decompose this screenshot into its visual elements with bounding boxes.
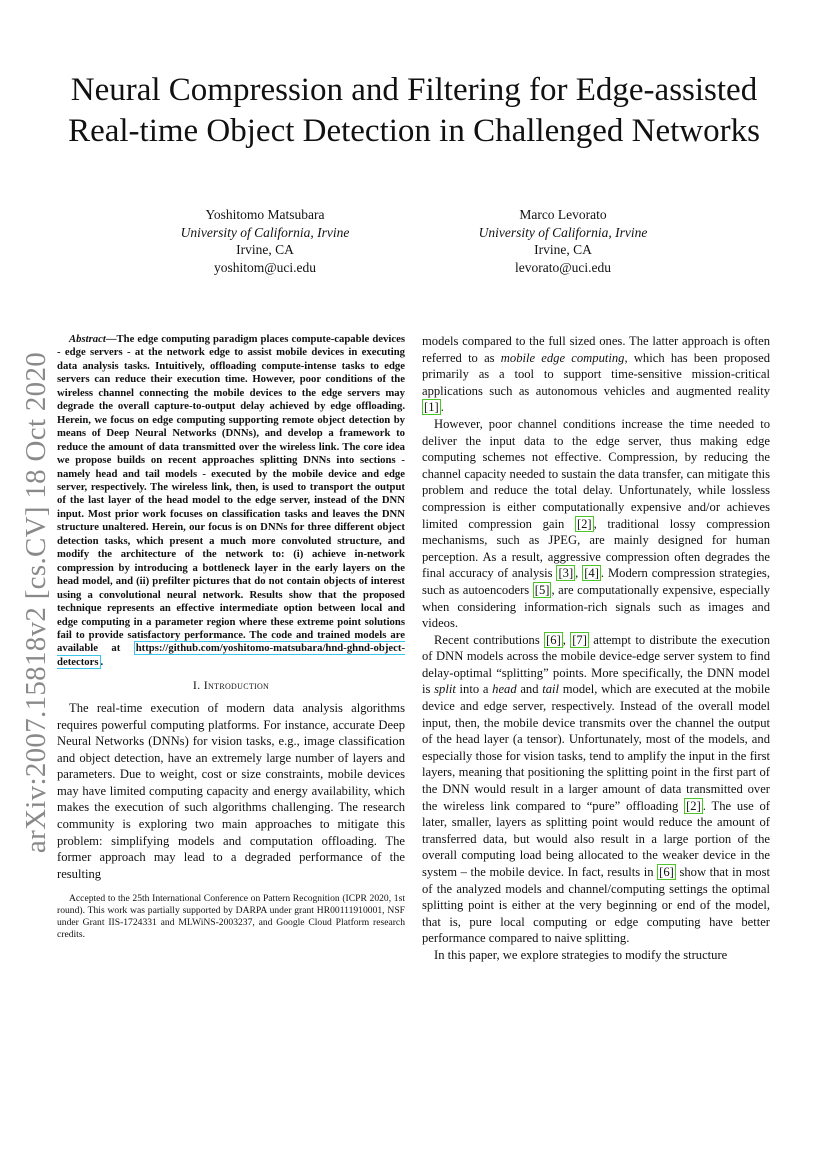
abstract: [57, 333, 405, 669]
emphasis: tail: [542, 682, 560, 697]
author-email: yoshitom@uci.edu: [213, 259, 317, 275]
emphasis: mobile edge computing: [500, 350, 625, 365]
section-title: Introduction: [203, 678, 270, 693]
text-run: . Modern compression strategies, such as autoencoders: [422, 566, 770, 597]
citation-link[interactable]: [7]: [572, 632, 587, 647]
text-run: into a: [455, 682, 493, 697]
footnote: Accepted to the 25th International Conference on Pattern Recognition (ICPR 2020, 1st round). This work was partially supported by DARPA under grant HR00111910001, NSF under Grant IIS-1724331 and MLWiNS-2003237, and Google Cloud Platform research credits.: [57, 893, 405, 941]
text-run: , are computationally expensive, especially when considering information-rich signals such as images and videos.: [422, 582, 770, 631]
citation-link[interactable]: [2]: [686, 798, 701, 813]
author-location: Irvine, CA: [236, 242, 294, 257]
text-run: and: [516, 682, 543, 697]
text-run: Recent contributions: [434, 632, 545, 647]
right-paragraph-4: In this paper, we explore strategies to modify the structure: [434, 947, 728, 962]
author-affiliation: University of California, Irvine: [478, 224, 648, 240]
abstract-text: —The edge computing paradigm places compute-capable devices - edge servers - at the network edge to assist mobile devices in executing data analysis tasks. Intuitively, offloading compute-intense tasks to edge servers can reduce their execution time. However, poor conditions of the wireless channel connecting the mobile devices to the edge servers may degrade the overall capture-to-output delay achieved by edge offloading. Herein, we focus on edge computing supporting remote object detection by means of Deep Neural Networks (DNNs), and develop a framework to reduce the amount of data transmitted over the wireless link. The core idea we propose builds on recent approaches splitting DNNs into sections - namely head and tail models - executed by the mobile device and edge server, respectively. The wireless link, then, is used to transport the output of the last layer of the head model to the edge server, instead of the DNN input. Most prior work focuses on classification tasks and leaves the DNN structure unaltered. Herein, our focus is on DNNs for three different object detection tasks, which present a much more convoluted structure, and modify the architecture of the network to: (i) achieve in-network compression by introducing a bottleneck layer in the early layers on the head model, and (ii) prefilter pictures that do not contain objects of interest using a convolutional neural network. Results show that the proposed technique represents an effective intermediate option between local and edge computing in a parameter region where these extreme point solutions fail to provide satisfactory performance. The code and trained models are available at: [57, 333, 405, 655]
text-run: , traditional lossy compression mechanisms, such as JPEG, are mainly designed for human perception. As a result, aggressive compression often degrades the final accuracy of analysis: [422, 516, 770, 581]
right-paragraph-3: [422, 632, 770, 947]
text-run: However, poor channel conditions increase the time needed to deliver the input data to the edge server, thus making edge computing schemes not effective. Compression, by reducing the channel capacity needed to sustain the data transfer, can mitigate this problem and reduce the total delay. Unfortunately, while lossless compression is either computationally expensive and/or achieves limited compression gain: [422, 416, 770, 531]
right-column: [422, 333, 770, 964]
author-affiliation: University of California, Irvine: [180, 224, 350, 240]
right-paragraph-2: [422, 416, 770, 632]
text-run: model, which are executed at the mobile device and edge server, respectively. Instead of the overall model input, then, the mobile device transmits over the channel the output of the head layer (a tensor). Unfortunately, most of the models, and especially those for vision tasks, tend to amplify the input in the first layers, meaning that positioning the splitting point in the first part of the DNN would result in a larger amount of data transmitted over the wireless link compared to “pure” offloading: [422, 682, 770, 813]
author-name: Marco Levorato: [519, 207, 607, 222]
emphasis: split: [434, 682, 456, 697]
author-block-1: [135, 206, 395, 276]
paper-title: [40, 70, 788, 152]
citation-link[interactable]: [3]: [558, 566, 574, 581]
title-line-2: Real-time Object Detection in Challenged Networks: [68, 113, 760, 149]
arxiv-stamp-text: arXiv:2007.15818v2 [cs.CV] 18 Oct 2020: [20, 351, 53, 853]
text-run: . The use of later, smaller, layers as splitting point would reduce the amount of transferred data, but would also result in a large portion of the overall computing load being allocated to the weaker device in the system – the mobile device. In fact, results in: [422, 798, 770, 879]
author-email: levorato@uci.edu: [514, 259, 612, 275]
citation-link[interactable]: [6]: [546, 632, 561, 647]
text-run: ,: [562, 632, 571, 647]
text-run: ,: [575, 566, 583, 581]
text-run: models compared to the full sized ones. The latter approach is often referred to as: [422, 334, 770, 365]
abstract-end: .: [100, 655, 104, 668]
citation-link[interactable]: [6]: [659, 865, 674, 879]
section-heading: [57, 677, 405, 694]
section-number: I.: [192, 678, 201, 693]
title-line-1: Neural Compression and Filtering for Edge-assisted: [70, 72, 758, 108]
text-run: attempt to distribute the execution of DNN models across the mobile device-edge server system to find delay-optimal “splitting” points. More specifically, the DNN model is: [422, 632, 770, 697]
text-run: , which has been proposed primarily as a tool to support time-sensitive mission-critical applications such as autonomous vehicles and augmented reality: [422, 350, 771, 398]
author-name: Yoshitomo Matsubara: [205, 207, 325, 222]
citation-link[interactable]: [4]: [584, 566, 599, 581]
citation-link[interactable]: [1]: [424, 400, 439, 415]
text-run: show that in most of the analyzed models and channel/computing settings the optimal splitting point is either at the very beginning or end of the model, that is, pure local computing or edge computing have better performance compared to naive splitting.: [422, 865, 770, 946]
citation-link[interactable]: [5]: [534, 582, 550, 597]
right-paragraph-1: [422, 333, 770, 416]
abstract-lead: Abstract: [69, 333, 106, 345]
author-location: Irvine, CA: [534, 242, 592, 257]
text-run: .: [440, 400, 444, 415]
intro-paragraph-1: The real-time execution of modern data analysis algorithms requires powerful computing platforms. For instance, accurate Deep Neural Networks (DNNs) for vision tasks, e.g., image classification and object detection, have an extremely large number of layers and parameters. Due to weight, cost or size constraints, mobile devices may have limited computing capacity and energy availability, which makes the execution of such algorithms challenging. The research community is exploring two main approaches to mitigate this problem: simplifying models and computation offloading. The former approach may lead to a degraded performance of the resulting: [57, 700, 405, 881]
author-block-2: [433, 206, 693, 276]
arxiv-stamp: [20, 351, 53, 853]
code-link[interactable]: https://github.com/yoshitomo-matsubara/hnd-ghnd-object-detectors: [57, 642, 405, 668]
citation-link[interactable]: [2]: [576, 516, 592, 531]
left-column: [57, 333, 405, 951]
emphasis: head: [492, 682, 517, 697]
